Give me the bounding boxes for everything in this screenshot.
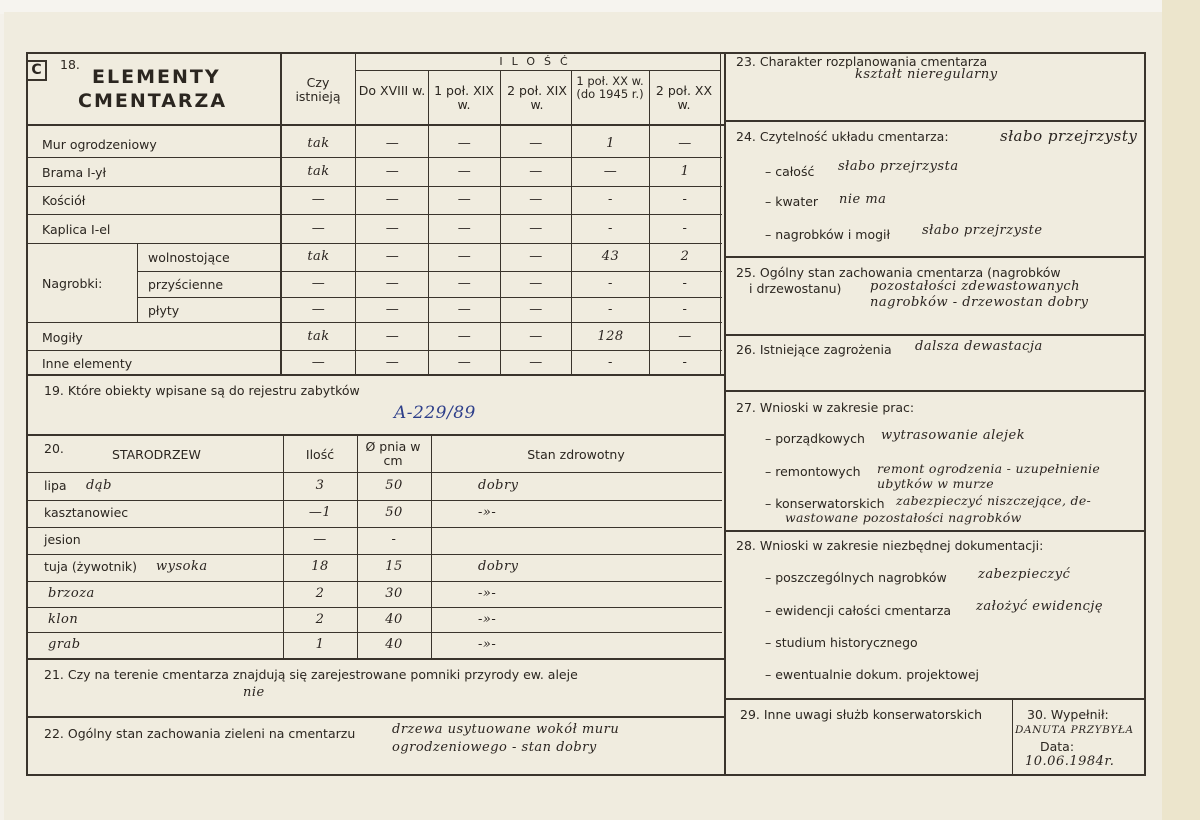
greenery-state-value: drzewa usytuowane wokół muru <box>392 722 620 737</box>
exists-value: — <box>311 221 326 236</box>
quantity-value: — <box>457 164 472 179</box>
quantity-value: — <box>385 276 400 291</box>
overall-state-label: 25. Ogólny stan zachowania cmentarza (nagrobków <box>736 265 1061 280</box>
quantity-value: - <box>682 192 688 207</box>
exists-value: — <box>311 355 326 370</box>
quantity-value: — <box>457 329 472 344</box>
rule <box>28 472 722 473</box>
rule <box>649 70 650 374</box>
quantity-value: - <box>608 221 613 236</box>
quantity-value: — <box>529 192 543 207</box>
quantity-value: — <box>457 192 472 207</box>
documentation-item-label: – ewidencji całości cmentarza <box>765 603 952 618</box>
exists-value: — <box>311 192 326 207</box>
exists-header: Czy istnieją <box>295 75 341 105</box>
rule <box>28 374 724 376</box>
quantity-value: — <box>385 192 400 207</box>
quantity-value: 1 <box>606 136 615 151</box>
tree-health: dobry <box>478 559 519 574</box>
quantity-value: — <box>603 164 618 179</box>
element-row-label: Brama I-ył <box>42 165 107 180</box>
documentation-item-label: – poszczególnych nagrobków <box>765 570 947 585</box>
tree-health: -»- <box>478 637 497 652</box>
rule <box>28 607 722 608</box>
exists-value: tak <box>307 164 330 179</box>
readability-item-label: – kwater <box>765 194 819 209</box>
works-item-value: zabezpieczyć niszczejące, de- <box>896 493 1092 508</box>
greenery-state-label: 22. Ogólny stan zachowania zieleni na cmentarzu <box>44 726 356 741</box>
tree-health: -»- <box>478 505 497 520</box>
exists-value: tak <box>307 249 330 264</box>
quantity-value: — <box>678 136 692 151</box>
rule <box>28 434 724 436</box>
quantity-value: — <box>385 164 400 179</box>
period-header: 2 poł. XX w. <box>655 83 713 113</box>
elements-title-line2: CMENTARZA <box>78 90 228 112</box>
tree-count: — <box>313 532 327 547</box>
rule <box>283 434 284 658</box>
quantity-value: — <box>529 221 543 236</box>
filled-by-label: 30. Wypełnił: <box>1027 707 1109 722</box>
period-header: Do XVIII w. <box>358 83 426 98</box>
quantity-value: - <box>608 302 613 317</box>
card-edge <box>1162 0 1200 820</box>
overall-state-label: i drzewostanu) <box>749 281 842 296</box>
documentation-item-value: zabezpieczyć <box>978 567 1071 582</box>
readability-item-label: – całość <box>765 164 815 179</box>
rule <box>357 434 358 658</box>
readability-label: 24. Czytelność układu cmentarza: <box>736 129 949 144</box>
rule <box>500 70 501 374</box>
readability-item-value: słabo przejrzysta <box>838 159 959 174</box>
section-letter-box: C <box>26 60 47 81</box>
element-row-label: Mur ogrodzeniowy <box>42 137 157 152</box>
elements-title-line1: ELEMENTY <box>92 66 221 88</box>
rule <box>28 500 722 501</box>
tree-count: 1 <box>315 637 325 652</box>
rule <box>726 256 1146 258</box>
rule <box>28 527 722 528</box>
rule <box>28 632 722 633</box>
quantity-value: — <box>457 276 472 291</box>
works-item-value: wytrasowanie alejek <box>881 428 1026 443</box>
tree-name-handwritten: dąb <box>86 478 112 493</box>
rule <box>28 350 722 351</box>
quantity-value: — <box>529 249 543 264</box>
layout-character-label: 23. Charakter rozplanowania cmentarza <box>736 54 988 69</box>
rule <box>726 120 1146 122</box>
exists-value: — <box>311 302 326 317</box>
quantity-value: - <box>682 221 688 236</box>
quantity-value: - <box>608 192 613 207</box>
register-label: 19. Które obiekty wpisane są do rejestru zabytków <box>44 383 360 398</box>
quantity-value: — <box>457 249 472 264</box>
rule <box>726 530 1146 532</box>
tree-name-handwritten: brzoza <box>48 586 95 601</box>
readability-item-value: słabo przejrzyste <box>922 223 1043 238</box>
works-item-value: wastowane pozostałości nagrobków <box>785 510 1022 525</box>
works-item-label: – konserwatorskich <box>765 496 885 511</box>
threats-label: 26. Istniejące zagrożenia <box>736 342 892 357</box>
period-header: 1 poł. XIX w. <box>434 83 494 113</box>
tree-health: -»- <box>478 612 497 627</box>
readability-item-label: – nagrobków i mogił <box>765 227 891 242</box>
tree-health-header: Stan zdrowotny <box>527 447 625 462</box>
greenery-state-value: ogrodzeniowego - stan dobry <box>392 740 597 755</box>
period-header: 2 poł. XIX w. <box>507 83 567 113</box>
quantity-value: — <box>529 164 543 179</box>
rule <box>137 244 138 322</box>
quantity-value: - <box>682 276 688 291</box>
tree-diameter-header: Ø pnia w cm <box>365 439 421 469</box>
quantity-value: — <box>385 355 400 370</box>
tree-name-handwritten: grab <box>48 637 81 652</box>
tree-health: dobry <box>478 478 519 493</box>
rule <box>28 124 724 126</box>
rule <box>726 334 1146 336</box>
quantity-value: — <box>385 221 400 236</box>
date-label: Data: <box>1040 739 1075 754</box>
rule <box>726 390 1146 392</box>
nature-monuments-label: 21. Czy na terenie cmentarza znajdują się zarejestrowane pomniki przyrody ew. aleje <box>44 667 578 682</box>
rule <box>356 70 720 71</box>
quantity-value: — <box>529 302 543 317</box>
tree-diameter: 40 <box>385 637 403 652</box>
rule <box>28 658 724 660</box>
tree-count: 18 <box>311 559 329 574</box>
tree-diameter: - <box>391 532 397 547</box>
overall-state-value: nagrobków - drzewostan dobry <box>870 295 1089 310</box>
quantity-value: — <box>457 136 472 151</box>
readability-value: słabo przejrzysty <box>1000 127 1138 145</box>
quantity-value: - <box>608 355 613 370</box>
threats-value: dalsza dewastacja <box>915 339 1043 354</box>
element-row-label: Inne elementy <box>42 356 133 371</box>
works-conclusions-label: 27. Wnioski w zakresie prac: <box>736 400 915 415</box>
quantity-value: — <box>457 221 472 236</box>
tree-name-handwritten: wysoka <box>156 559 208 574</box>
element-sub-label: przyścienne <box>148 277 224 292</box>
readability-item-value: nie ma <box>839 192 887 207</box>
quantity-value: — <box>529 136 543 151</box>
register-value: A-229/89 <box>394 403 476 423</box>
rule <box>726 698 1146 700</box>
element-row-label: Kaplica I-el <box>42 222 111 237</box>
rule <box>28 581 722 582</box>
rule <box>28 186 722 187</box>
tree-count: —1 <box>308 505 332 520</box>
element-row-label: Kościół <box>42 193 86 208</box>
works-item-label: – remontowych <box>765 464 861 479</box>
old-trees-header: STARODRZEW <box>112 447 201 462</box>
tree-count: 2 <box>315 586 325 601</box>
quantity-value: — <box>529 355 543 370</box>
works-item-label: – porządkowych <box>765 431 865 446</box>
rule <box>571 70 572 374</box>
tree-diameter: 15 <box>385 559 403 574</box>
quantity-value: — <box>385 329 400 344</box>
quantity-value: — <box>529 329 543 344</box>
exists-value: — <box>311 276 326 291</box>
quantity-value: 2 <box>680 249 690 264</box>
quantity-value: 1 <box>680 164 690 179</box>
quantity-value: — <box>457 302 472 317</box>
element-sub-label: płyty <box>148 303 180 318</box>
rule <box>137 271 722 272</box>
element-row-label: Mogiły <box>42 330 83 345</box>
tree-count: 3 <box>315 478 325 493</box>
tree-name-handwritten: klon <box>48 612 79 627</box>
rule <box>1012 698 1013 774</box>
quantity-value: - <box>682 355 688 370</box>
rule <box>28 716 724 718</box>
tree-diameter: 30 <box>385 586 403 601</box>
rule <box>726 774 1146 776</box>
quantity-value: — <box>385 302 400 317</box>
quantity-value: - <box>682 302 688 317</box>
works-item-value: ubytków w murze <box>877 476 994 491</box>
works-item-value: remont ogrodzenia - uzupełnienie <box>877 461 1101 476</box>
documentation-item-value: założyć ewidencję <box>976 599 1104 614</box>
rule <box>1144 52 1146 776</box>
exists-value: tak <box>307 329 330 344</box>
tree-name: lipa <box>44 478 67 493</box>
layout-character-value: kształt nieregularny <box>855 67 998 82</box>
rule <box>28 322 722 323</box>
tree-name: tuja (żywotnik) <box>44 559 138 574</box>
tree-diameter: 50 <box>385 505 403 520</box>
tree-diameter: 50 <box>385 478 403 493</box>
rule <box>28 243 722 244</box>
tree-name: kasztanowiec <box>44 505 129 520</box>
rule <box>28 554 722 555</box>
quantity-value: — <box>457 355 472 370</box>
exists-value: tak <box>307 136 330 151</box>
nature-monuments-value: nie <box>243 685 265 700</box>
old-trees-number: 20. <box>44 441 64 456</box>
rule <box>428 70 429 374</box>
quantity-value: 128 <box>597 329 624 344</box>
nagrobki-label: Nagrobki: <box>42 276 103 291</box>
rule <box>137 297 722 298</box>
filled-by-name: DANUTA PRZYBYŁA <box>1015 724 1134 736</box>
tree-name: jesion <box>44 532 81 547</box>
tree-health: -»- <box>478 586 497 601</box>
quantity-value: — <box>385 136 400 151</box>
quantity-value: — <box>678 329 692 344</box>
rule <box>431 434 432 658</box>
rule <box>28 214 722 215</box>
tree-count: 2 <box>315 612 325 627</box>
other-remarks-label: 29. Inne uwagi służb konserwatorskich <box>740 707 982 722</box>
date-value: 10.06.1984r. <box>1025 754 1115 769</box>
quantity-value: — <box>529 276 543 291</box>
period-header: 1 poł. XX w. (do 1945 r.) <box>576 74 644 102</box>
section-number: 18. <box>60 57 80 72</box>
quantity-header: ILOŚĆ <box>499 55 577 68</box>
quantity-value: 43 <box>601 249 620 264</box>
rule <box>28 157 722 158</box>
documentation-item-label: – ewentualnie dokum. projektowej <box>765 667 980 682</box>
documentation-label: 28. Wnioski w zakresie niezbędnej dokumentacji: <box>736 538 1044 553</box>
tree-count-header: Ilość <box>305 447 335 462</box>
element-sub-label: wolnostojące <box>148 250 230 265</box>
tree-diameter: 40 <box>385 612 403 627</box>
documentation-item-label: – studium historycznego <box>765 635 918 650</box>
quantity-value: — <box>385 249 400 264</box>
overall-state-value: pozostałości zdewastowanych <box>870 279 1080 294</box>
quantity-value: - <box>608 276 613 291</box>
